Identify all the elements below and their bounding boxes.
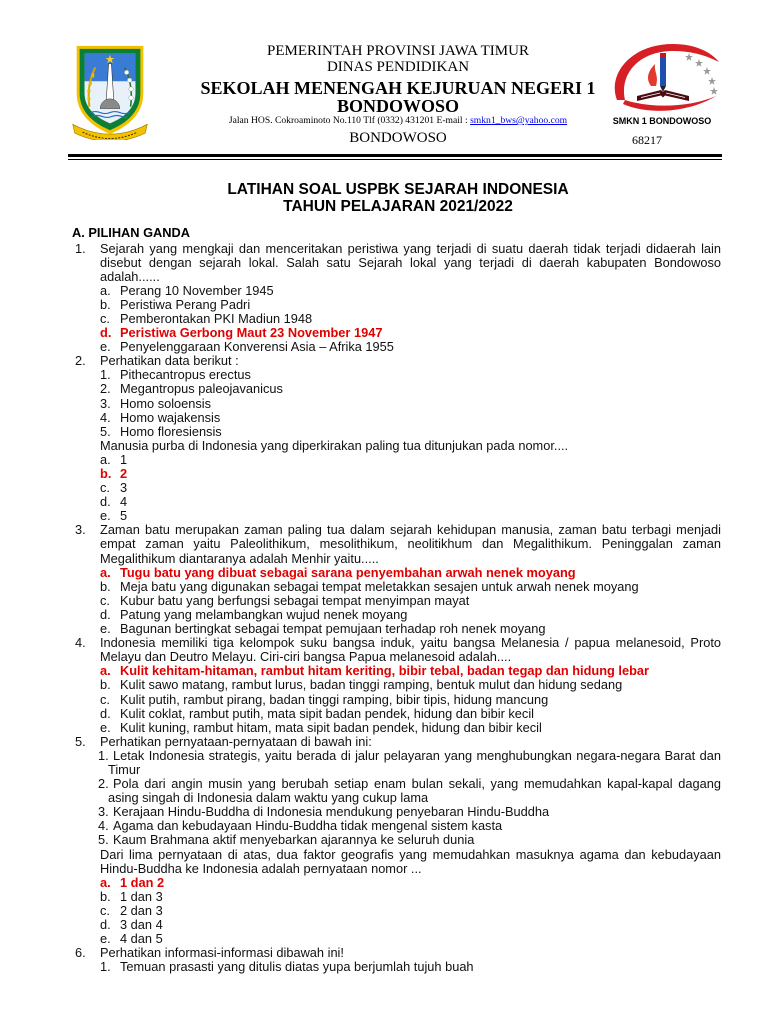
statement-text: Pola dari angin musin yang berubah setiap enam bulan sekali, yang memudahkan kapal-kapal dagang [113, 777, 721, 792]
statement-line [75, 777, 721, 791]
option-letter: b. [100, 889, 111, 904]
statement-item [75, 411, 721, 425]
statement-item [75, 382, 721, 396]
option-text: Pemberontakan PKI Madiun 1948 [120, 311, 313, 326]
statement-text: Pithecantropus erectus [120, 368, 251, 383]
school-city: BONDOWOSO [336, 96, 460, 116]
section-heading: A. PILIHAN GANDA [72, 225, 191, 240]
answer-option [75, 495, 721, 509]
statement-text: Homo floresiensis [120, 424, 222, 439]
question-number: 2. [75, 353, 86, 369]
question-prompt-line: Manusia purba di Indonesia yang diperkirakan paling tua ditunjukan pada nomor.... [100, 438, 569, 453]
option-text: Perang 10 November 1945 [120, 283, 274, 298]
option-text: 3 dan 4 [120, 918, 163, 932]
option-text: 1 dan 3 [120, 889, 163, 904]
option-text: 4 dan 5 [120, 932, 163, 947]
question-text-line: adalah...... [100, 269, 160, 284]
option-letter: e. [100, 720, 111, 735]
statement-item [75, 749, 721, 777]
option-letter: d. [100, 607, 111, 622]
answer-option [75, 721, 721, 735]
statement-line [75, 368, 721, 382]
question-prompt-line: Dari lima pernyataan di atas, dua faktor geografis yang memudahkan masuknya agama dan kebudayaan [100, 847, 721, 862]
statement-line [75, 411, 721, 425]
letterhead-divider-thick [68, 154, 722, 157]
option-letter: a. [100, 283, 111, 298]
answer-option [75, 890, 721, 904]
answer-option [75, 580, 721, 594]
question-text-line: disebut dengan sejarah lokal. Salah satu Sejarah lokal yang terjadi di daerah kabupaten Bondowoso [100, 255, 721, 270]
option-letter: a. [100, 664, 111, 679]
option-letter: b. [100, 297, 111, 312]
option-text: 5 [120, 509, 128, 524]
east-java-coat-of-arms-logo [70, 42, 150, 140]
option-text: Kulit kehitam-hitaman, rambut hitam keriting, bibir tebal, badan tegap dan hidung lebar [120, 664, 649, 679]
option-letter: e. [100, 340, 111, 355]
question-list [75, 242, 721, 975]
answer-option-highlighted [75, 326, 721, 340]
option-text: 3 [120, 481, 128, 496]
question-item [75, 354, 721, 523]
option-text: 1 [120, 452, 128, 467]
school-name: SEKOLAH MENENGAH KEJURUAN NEGERI 1 [200, 78, 596, 98]
statement-number: 2. [98, 777, 109, 792]
answer-option-highlighted [75, 566, 721, 580]
option-text: 1 dan 2 [120, 875, 165, 890]
option-letter: a. [100, 875, 111, 890]
statement-line [75, 805, 721, 819]
option-letter: c. [100, 311, 110, 326]
option-letter: e. [100, 509, 111, 524]
statement-line [75, 425, 721, 439]
statement-line [75, 749, 721, 763]
statement-item [75, 960, 721, 974]
question-number: 5. [75, 733, 86, 749]
statement-number: 3. [98, 805, 109, 820]
answer-option [75, 509, 721, 523]
option-text: Kulit kuning, rambut hitam, mata sipit badan pendek, hidung dan bibir kecil [120, 720, 542, 735]
option-letter: b. [100, 678, 111, 693]
answer-option [75, 481, 721, 495]
document-title: LATIHAN SOAL USPBK SEJARAH INDONESIA [227, 181, 569, 198]
option-text: Penyelenggaraan Konverensi Asia – Afrika 1955 [120, 340, 394, 355]
statement-item [75, 425, 721, 439]
letterhead-divider-thin [68, 159, 722, 160]
postal-code: 68217 [632, 133, 662, 147]
question-number: 1. [75, 240, 86, 256]
question-text-line: empat zaman yaitu Paleolithikum, mesolithikum, neolitikhum dan Megalithikum. Peninggalan zaman [100, 537, 721, 552]
statement-line [75, 960, 721, 974]
option-text: 2 [120, 467, 128, 481]
option-letter: e. [100, 622, 111, 637]
statement-number: 1. [98, 748, 109, 763]
option-letter: e. [100, 932, 111, 947]
statement-continuation-line [75, 791, 721, 805]
statement-item [75, 805, 721, 819]
option-text: Peristiwa Gerbong Maut 23 November 1947 [120, 326, 383, 341]
statement-item [75, 833, 721, 847]
statement-number: 5. [98, 833, 109, 848]
statement-number: 4. [100, 410, 111, 425]
answer-option [75, 298, 721, 312]
answer-option [75, 693, 721, 707]
pen-cap [660, 53, 666, 57]
answer-option [75, 284, 721, 298]
logo-caption: SMKN 1 BONDOWOSO [612, 116, 712, 126]
statement-line [75, 397, 721, 411]
answer-option [75, 608, 721, 622]
statement-line [75, 382, 721, 396]
answer-option [75, 622, 721, 636]
statement-text: Temuan prasasti yang ditulis diatas yupa berjumlah tujuh buah [120, 960, 474, 975]
statement-text: Agama dan kebudayaan Hindu-Buddha tidak mengenal sistem kasta [113, 819, 503, 834]
question-number: 4. [75, 635, 86, 651]
question-text-line: Indonesia memiliki tiga kelompok suku bangsa induk, yaitu bangsa Melanesia / papua melanesoid, Proto [100, 636, 721, 651]
department-name: DINAS PENDIDIKAN [326, 59, 470, 75]
option-letter: c. [100, 481, 110, 496]
option-text: Kulit putih, rambut pirang, badan tinggi ramping, bibir tipis, hidung mancung [120, 692, 549, 707]
option-letter: a. [100, 452, 111, 467]
pen-body [660, 56, 666, 86]
answer-option [75, 707, 721, 721]
question-text-line: Zaman batu merupakan zaman paling tua dalam sejarah kehidupan manusia, zaman batu terbagi menjadi [100, 523, 721, 538]
statement-number: 5. [100, 424, 111, 439]
option-letter: d. [100, 706, 111, 721]
option-text: Kubur batu yang berfungsi sebagai tempat menyimpan mayat [120, 593, 470, 608]
statement-text: Timur [108, 762, 141, 777]
option-letter: a. [100, 565, 111, 580]
question-text-line: Perhatikan pernyataan-pernyataan di bawah ini: [100, 734, 372, 749]
statement-text: Homo soloensis [120, 396, 212, 411]
answer-option [75, 453, 721, 467]
statement-number: 3. [100, 396, 111, 411]
answer-option [75, 312, 721, 326]
question-item [75, 636, 721, 735]
statement-text: Kerajaan Hindu-Buddha di Indonesia mendukung penyebaran Hindu-Buddha [113, 805, 550, 820]
statement-item [75, 368, 721, 382]
statement-text: Kaum Brahmana aktif menyebarkan ajarannya ke seluruh dunia [113, 833, 475, 848]
star-icon [685, 53, 718, 95]
statement-line [75, 833, 721, 847]
statement-number: 4. [98, 819, 109, 834]
answer-option [75, 932, 721, 946]
answer-option-highlighted [75, 876, 721, 890]
option-letter: d. [100, 918, 111, 932]
option-letter: c. [100, 903, 110, 918]
option-letter: d. [100, 326, 112, 341]
option-text: Bagunan bertingkat sebagai tempat pemujaan terhadap roh nenek moyang [120, 622, 546, 637]
option-text: 2 dan 3 [120, 903, 163, 918]
smkn1-bondowoso-logo [603, 38, 723, 116]
government-name: PEMERINTAH PROVINSI JAWA TIMUR [267, 43, 529, 59]
option-text: Kulit coklat, rambut putih, mata sipit badan pendek, hidung dan bibir kecil [120, 706, 535, 721]
question-text-line: Melayu dan Deutro Melayu. Ciri-ciri bangsa Papua melanesoid adalah.... [100, 650, 512, 665]
statement-number: 1. [100, 368, 111, 383]
answer-option [75, 678, 721, 692]
question-text-line: Megalithikum diantaranya adalah Menhir yaitu..... [100, 551, 379, 566]
red-swoosh-base [623, 96, 716, 111]
city-name: BONDOWOSO [349, 130, 447, 146]
statement-number: 2. [100, 382, 111, 397]
statement-line [75, 819, 721, 833]
question-number: 3. [75, 522, 86, 538]
option-letter: c. [100, 593, 110, 608]
question-number: 6. [75, 945, 86, 961]
question-text-line: Sejarah yang mengkaji dan menceritakan peristiwa yang terjadi di suatu daerah tidak terjadi didaerah lain [100, 241, 721, 256]
question-text-line: Perhatikan informasi-informasi dibawah ini! [100, 946, 344, 961]
option-text: Tugu batu yang dibuat sebagai sarana penyembahan arwah nenek moyang [120, 565, 576, 580]
option-text: Patung yang melambangkan wujud nenek moyang [120, 607, 408, 622]
option-text: Peristiwa Perang Padri [120, 297, 251, 312]
answer-option [75, 918, 721, 932]
statement-continuation-line [75, 763, 721, 777]
email-link[interactable]: smkn1_bws@yahoo.com [470, 115, 568, 126]
option-letter: d. [100, 495, 111, 510]
answer-option-highlighted [75, 664, 721, 678]
question-item [75, 523, 721, 636]
statement-text: asing singah di Indonesia dalam waktu yang cukup lama [108, 791, 429, 806]
option-letter: c. [100, 692, 110, 707]
school-address: Jalan HOS. Cokroaminoto No.110 Tlf (0332) 431201 E-mail : [228, 115, 468, 126]
answer-option [75, 594, 721, 608]
option-text: Kulit sawo matang, rambut lurus, badan tinggi ramping, bentuk mulut dan hidung sedang [120, 678, 623, 693]
question-item [75, 242, 721, 355]
statement-number: 1. [100, 960, 111, 975]
option-text: 4 [120, 495, 128, 510]
answer-option [75, 904, 721, 918]
question-item [75, 946, 721, 974]
school-address-line [197, 115, 599, 127]
statement-item [75, 819, 721, 833]
question-text-line: Perhatikan data berikut : [100, 354, 239, 369]
question-prompt-line: Hindu-Buddha ke Indonesia adalah pernyataan nomor ... [100, 861, 422, 876]
flame-shape [648, 64, 657, 86]
option-text: Meja batu yang digunakan sebagai tempat meletakkan sesajen untuk arwah nenek moyang [120, 579, 639, 594]
answer-option [75, 340, 721, 354]
answer-option-highlighted [75, 467, 721, 481]
question-item [75, 735, 721, 946]
option-letter: b. [100, 467, 112, 481]
statement-text: Letak Indonesia strategis, yaitu berada di jalur pelayaran yang menghubungkan negara-negara Barat dan [113, 748, 721, 763]
statement-item [75, 397, 721, 411]
option-letter: b. [100, 579, 111, 594]
statement-text: Megantropus paleojavanicus [120, 382, 283, 397]
academic-year: TAHUN PELAJARAN 2021/2022 [283, 198, 513, 215]
statement-text: Homo wajakensis [120, 410, 221, 425]
statement-item [75, 777, 721, 805]
